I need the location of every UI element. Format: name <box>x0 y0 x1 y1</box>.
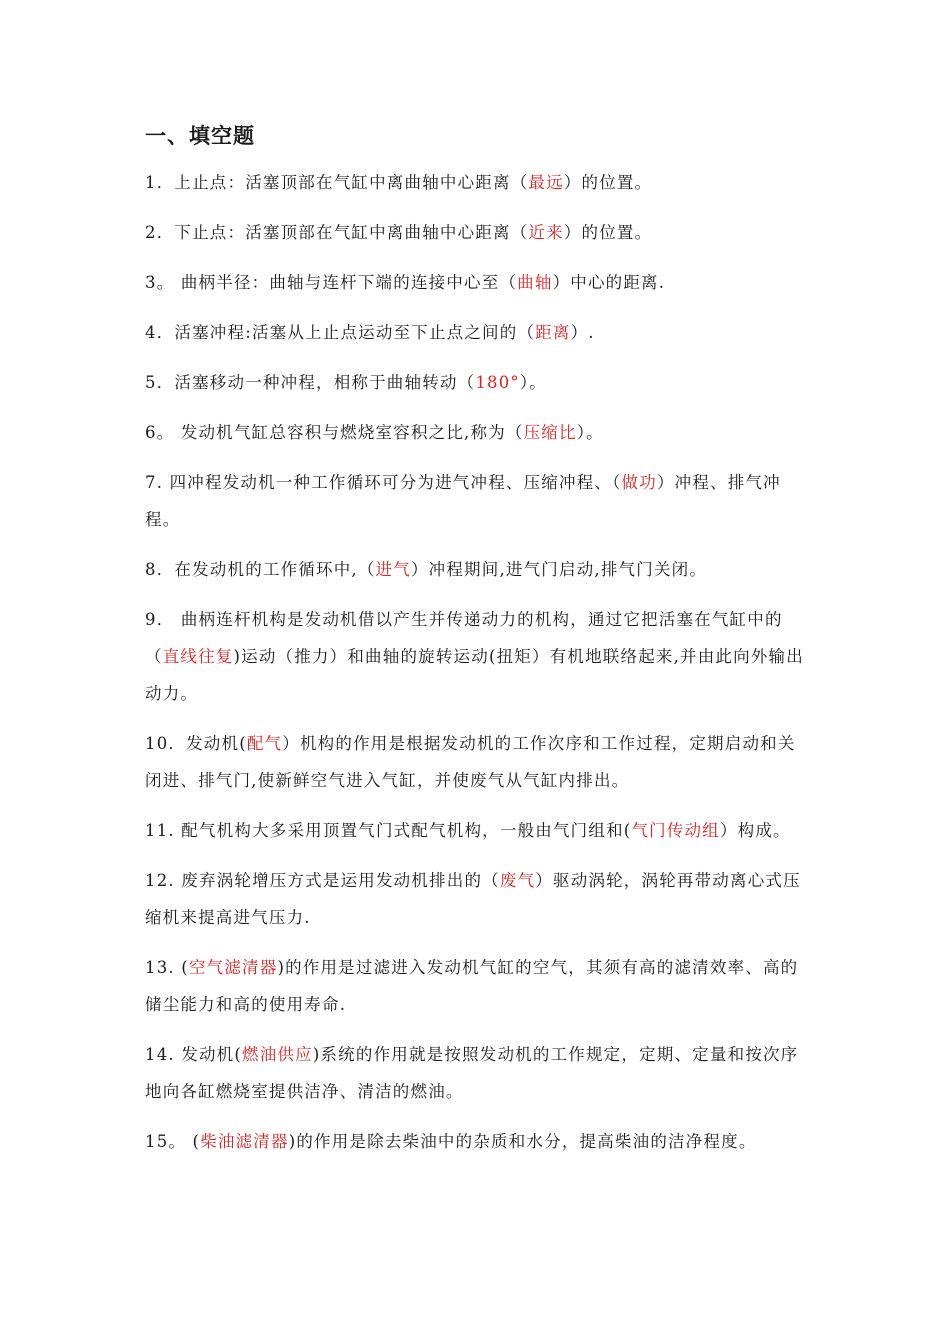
answer-text: 距离 <box>535 323 571 342</box>
question-text: 15。 ( <box>145 1132 201 1151</box>
question-text: )运动（推力）和曲轴的旋转运动(扭矩）有机地联络起来,并由此向外输出动力。 <box>145 647 804 703</box>
question-4 <box>145 314 810 351</box>
question-15 <box>145 1123 810 1160</box>
question-text: ）的位置。 <box>563 173 653 192</box>
question-text: 1．上止点：活塞顶部在气缸中离曲轴中心距离（ <box>145 173 529 192</box>
question-text: ）的位置。 <box>563 223 653 242</box>
question-text: ）冲程、排气冲程。 <box>145 473 781 529</box>
question-text: 2．下止点：活塞顶部在气缸中离曲轴中心距离（ <box>145 223 529 242</box>
question-text: ）。 <box>519 373 548 392</box>
question-5 <box>145 364 810 401</box>
question-9 <box>145 601 810 712</box>
question-3 <box>145 264 810 301</box>
answer-text: 燃油供应 <box>242 1045 313 1064</box>
answer-text: 配气 <box>246 734 283 753</box>
question-text: ）。 <box>576 423 604 442</box>
question-12 <box>145 862 810 936</box>
section-title: 一、填空题 <box>145 124 255 148</box>
question-text: ）. <box>570 323 595 342</box>
document-page <box>145 118 810 1173</box>
question-text: 3。 曲柄半径：曲轴与连杆下端的连接中心至（ <box>145 273 518 292</box>
question-10 <box>145 725 810 799</box>
question-text: 13. ( <box>145 958 189 977</box>
answer-text: 近来 <box>528 223 564 242</box>
answer-text: 180° <box>475 373 520 392</box>
question-text: 4．活塞冲程:活塞从上止点运动至下止点之间的（ <box>145 323 536 342</box>
question-text: ）机构的作用是根据发动机的工作次序和工作过程，定期启动和关闭进、排气门,使新鲜空气进入气缸，并使废气从气缸内排出。 <box>145 734 796 790</box>
question-text: 8．在发动机的工作循环中,（ <box>145 560 376 579</box>
answer-text: 做功 <box>621 473 657 492</box>
question-7 <box>145 464 810 538</box>
question-text: ）冲程期间,进气门启动,排气门关闭。 <box>410 560 708 579</box>
answer-text: 直线往复 <box>162 647 234 666</box>
question-text: )的作用是过滤进入发动机气缸的空气，其须有高的滤清效率、高的储尘能力和高的使用寿命. <box>145 958 799 1014</box>
answer-text: 气门传动组 <box>631 821 720 840</box>
question-text: 6。 发动机气缸总容积与燃烧室容积之比,称为（ <box>145 423 524 442</box>
answer-text: 曲轴 <box>517 273 553 292</box>
question-text: 7. 四冲程发动机一种工作循环可分为进气冲程、压缩冲程、（ <box>145 473 622 492</box>
question-6 <box>145 414 810 451</box>
question-text: )系统的作用就是按照发动机的工作规定，定期、定量和按次序地向各缸燃烧室提供洁净、清洁的燃油。 <box>145 1045 799 1101</box>
question-text: 9． 曲柄连杆机构是发动机借以产生并传递动力的机构，通过它把活塞在气缸中的（ <box>145 610 783 666</box>
answer-text: 废气 <box>499 871 536 890</box>
question-text: 14. 发动机( <box>145 1045 243 1064</box>
question-text: ）驱动涡轮，涡轮再带动离心式压缩机来提高进气压力. <box>145 871 801 927</box>
question-text: 11. 配气机构大多采用顶置气门式配气机构，一般由气门组和( <box>145 821 632 840</box>
question-13 <box>145 949 810 1023</box>
question-text: ）中心的距离. <box>552 273 666 292</box>
question-text: 10．发动机( <box>145 734 247 753</box>
answer-text: 空气滤清器 <box>188 958 278 977</box>
question-11 <box>145 812 810 849</box>
question-text: 5．活塞移动一种冲程，相称于曲轴转动（ <box>145 373 476 392</box>
question-2 <box>145 214 810 251</box>
answer-text: 压缩比 <box>523 423 577 442</box>
question-text: 12. 废弃涡轮增压方式是运用发动机排出的（ <box>145 871 500 890</box>
answer-text: 最远 <box>528 173 564 192</box>
question-8 <box>145 551 810 588</box>
answer-text: 进气 <box>375 560 411 579</box>
question-text: ）构成。 <box>719 821 791 840</box>
question-text: )的作用是除去柴油中的杂质和水分，提高柴油的洁净程度。 <box>288 1132 757 1151</box>
question-14 <box>145 1036 810 1110</box>
answer-text: 柴油滤清器 <box>200 1132 289 1151</box>
question-1 <box>145 164 810 201</box>
